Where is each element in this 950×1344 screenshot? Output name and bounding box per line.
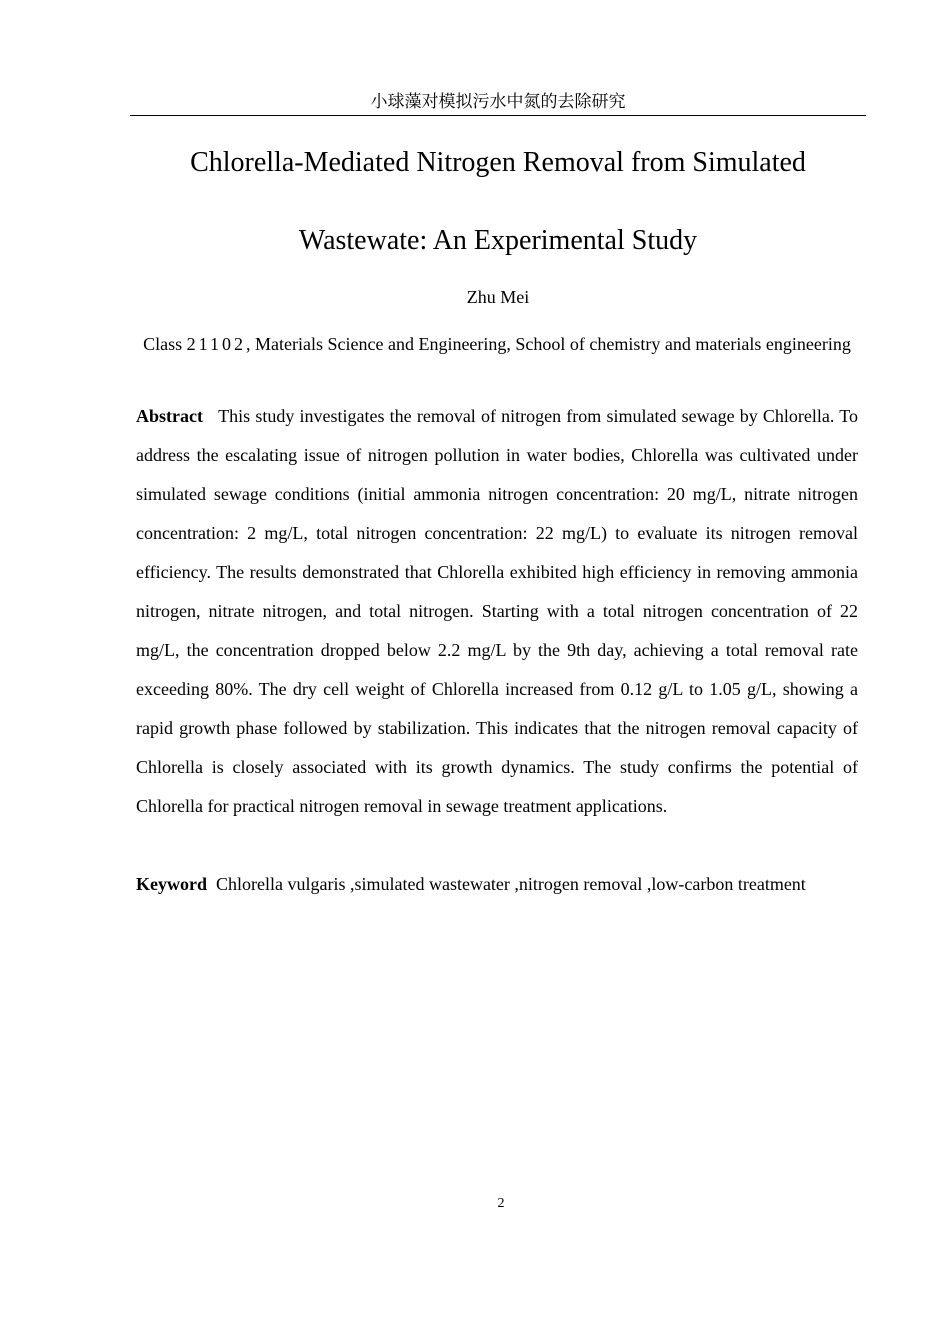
page-number: 2 (497, 1196, 505, 1211)
affiliation-class-number: 21102 (186, 334, 247, 354)
keyword-text: Chlorella vulgaris ,simulated wastewater ,nitrogen removal ,low-carbon treatment (216, 874, 806, 894)
paper-title-line-1: Chlorella-Mediated Nitrogen Removal from Simulated (190, 147, 806, 178)
author-affiliation (136, 325, 858, 364)
keywords (136, 865, 858, 904)
abstract-text: This study investigates the removal of nitrogen from simulated sewage by Chlorella. To address the escalating issue of nitrogen pollution in water bodies, Chlorella was cultivated under simulated sewage conditions (initial ammonia nitrogen concentration: 20 mg/L, nitrate nitrogen concentration: 2 mg/L, total nitrogen concentration: 22 mg/L) to evaluate its nitrogen removal efficiency. The results demonstrated that Chlorella exhibited high efficiency in removing ammonia nitrogen, nitrate nitrogen, and total nitrogen. Starting with a total nitrogen concentration of 22 mg/L, the concentration dropped below 2.2 mg/L by the 9th day, achieving a total removal rate exceeding 80%. The dry cell weight of Chlorella increased from 0.12 g/L to 1.05 g/L, showing a rapid growth phase followed by stabilization. This indicates that the nitrogen removal capacity of Chlorella is closely associated with its growth dynamics. The study confirms the potential of Chlorella for practical nitrogen removal in sewage treatment applications. (136, 406, 858, 816)
abstract-label: Abstract (136, 406, 203, 426)
abstract (136, 397, 858, 826)
paper-title-line-2: Wastewate: An Experimental Study (298, 225, 698, 256)
affiliation-department: , Materials Science and Engineering, School of chemistry and materials engineering (246, 334, 851, 354)
author-name: Zhu Mei (466, 287, 530, 307)
keyword-label: Keyword (136, 874, 207, 894)
running-header: 小球藻对模拟污水中氮的去除研究 (130, 91, 866, 116)
affiliation-prefix: Class (143, 334, 183, 354)
